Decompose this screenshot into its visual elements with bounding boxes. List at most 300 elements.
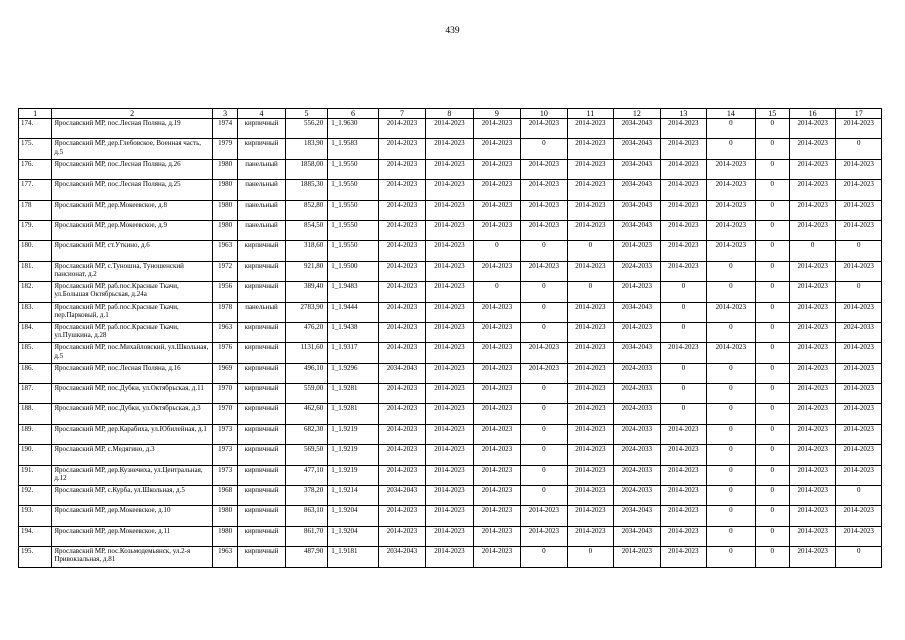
- cell-wall-material: кирпичный: [238, 486, 285, 506]
- cell-period-c17: 0: [836, 241, 882, 261]
- cell-period-c16: 2014-2023: [789, 404, 835, 424]
- cell-period-c10: 0: [521, 139, 567, 159]
- cell-period-c14: 0: [707, 282, 756, 302]
- cell-period-c11: 2014-2023: [567, 180, 613, 200]
- cell-period-c7: 2034-2043: [378, 547, 425, 567]
- cell-period-c14: 0: [707, 526, 756, 546]
- cell-period-c11: 0: [567, 241, 613, 261]
- table-row: [19, 363, 882, 383]
- cell-period-c12: 2034-2043: [614, 159, 660, 179]
- cell-address: Ярославский МР, раб.пос.Красные Ткачи, пер.Парковый, д.1: [52, 302, 213, 322]
- cell-period-c11: 2014-2023: [567, 343, 613, 363]
- cell-wall-material: кирпичный: [238, 322, 285, 342]
- cell-period-c15: 0: [755, 241, 789, 261]
- cell-period-c15: 0: [755, 445, 789, 465]
- cell-priority-index: 1_1.9444: [328, 302, 379, 322]
- cell-priority-index: 1_1.9583: [328, 139, 379, 159]
- cell-period-c15: 0: [755, 465, 789, 485]
- cell-period-c13: 0: [660, 404, 706, 424]
- cell-period-c7: 2014-2023: [378, 404, 425, 424]
- cell-period-c17: 2014-2023: [836, 404, 882, 424]
- cell-period-c9: 2014-2023: [473, 220, 520, 240]
- cell-period-c17: 2014-2023: [836, 220, 882, 240]
- cell-period-c15: 0: [755, 547, 789, 567]
- cell-period-c17: 2014-2023: [836, 384, 882, 404]
- cell-period-c15: 0: [755, 384, 789, 404]
- cell-period-c12: 2034-2043: [614, 139, 660, 159]
- cell-period-c15: 0: [755, 302, 789, 322]
- cell-period-c11: 0: [567, 547, 613, 567]
- cell-address: Ярославский МР, дер.Кузнечиха, ул.Центральная, д.12: [52, 465, 213, 485]
- cell-area: 1858,00: [285, 159, 327, 179]
- cell-period-c17: 2014-2023: [836, 343, 882, 363]
- table-row: [19, 547, 882, 567]
- table-row: [19, 506, 882, 526]
- column-header-4: 4: [238, 109, 285, 119]
- cell-wall-material: кирпичный: [238, 119, 285, 139]
- cell-period-c15: 0: [755, 506, 789, 526]
- cell-address: Ярославский МР, дер.Мокеевское, д.10: [52, 506, 213, 526]
- cell-period-c15: 0: [755, 220, 789, 240]
- cell-area: 852,80: [285, 200, 327, 220]
- cell-year-built: 1978: [213, 302, 238, 322]
- cell-area: 318,60: [285, 241, 327, 261]
- cell-period-c8: 2014-2023: [426, 322, 473, 342]
- cell-period-c11: 2014-2023: [567, 302, 613, 322]
- cell-period-c17: 2014-2023: [836, 261, 882, 281]
- cell-period-c8: 2014-2023: [426, 506, 473, 526]
- cell-period-c10: 2014-2023: [521, 119, 567, 139]
- cell-period-c14: 0: [707, 465, 756, 485]
- cell-period-c10: 0: [521, 486, 567, 506]
- cell-row-number: 179.: [19, 220, 52, 240]
- cell-priority-index: 1_1.9296: [328, 363, 379, 383]
- cell-area: 1885,30: [285, 180, 327, 200]
- cell-period-c14: 0: [707, 445, 756, 465]
- cell-period-c12: 2014-2023: [614, 282, 660, 302]
- cell-period-c12: 2034-2043: [614, 506, 660, 526]
- cell-period-c7: 2014-2023: [378, 445, 425, 465]
- cell-period-c9: 2014-2023: [473, 343, 520, 363]
- table-row: [19, 445, 882, 465]
- cell-period-c11: 2014-2023: [567, 139, 613, 159]
- cell-area: 556,20: [285, 119, 327, 139]
- cell-period-c16: 2014-2023: [789, 465, 835, 485]
- table-row: [19, 322, 882, 342]
- page-number: 439: [445, 26, 460, 36]
- cell-row-number: 176.: [19, 159, 52, 179]
- table-row: [19, 486, 882, 506]
- cell-period-c9: 2014-2023: [473, 322, 520, 342]
- cell-period-c16: 2014-2023: [789, 343, 835, 363]
- cell-address: Ярославский МР, ст.Уткино, д.6: [52, 241, 213, 261]
- column-header-16: 16: [789, 109, 835, 119]
- cell-priority-index: 1_1.9219: [328, 424, 379, 444]
- cell-period-c9: 0: [473, 241, 520, 261]
- cell-wall-material: кирпичный: [238, 547, 285, 567]
- cell-period-c16: 0: [789, 241, 835, 261]
- cell-period-c8: 2014-2023: [426, 159, 473, 179]
- cell-period-c10: 0: [521, 282, 567, 302]
- cell-period-c11: 2014-2023: [567, 506, 613, 526]
- cell-period-c10: 2014-2023: [521, 343, 567, 363]
- cell-priority-index: 1_1.9204: [328, 526, 379, 546]
- column-header-8: 8: [426, 109, 473, 119]
- cell-period-c15: 0: [755, 486, 789, 506]
- cell-period-c10: 2014-2023: [521, 180, 567, 200]
- cell-period-c9: 2014-2023: [473, 424, 520, 444]
- cell-period-c11: 2014-2023: [567, 220, 613, 240]
- cell-period-c14: 0: [707, 486, 756, 506]
- cell-area: 476,20: [285, 322, 327, 342]
- cell-period-c7: 2014-2023: [378, 241, 425, 261]
- cell-period-c14: 0: [707, 139, 756, 159]
- cell-period-c12: 2024-2033: [614, 384, 660, 404]
- table-row: [19, 241, 882, 261]
- cell-period-c14: 0: [707, 424, 756, 444]
- cell-period-c14: 0: [707, 119, 756, 139]
- cell-wall-material: кирпичный: [238, 139, 285, 159]
- column-header-2: 2: [52, 109, 213, 119]
- cell-period-c15: 0: [755, 159, 789, 179]
- cell-period-c13: 2014-2023: [660, 200, 706, 220]
- table-row: [19, 119, 882, 139]
- cell-period-c12: 2014-2023: [614, 547, 660, 567]
- cell-period-c8: 2014-2023: [426, 343, 473, 363]
- cell-period-c11: 2014-2023: [567, 404, 613, 424]
- cell-period-c11: 2014-2023: [567, 384, 613, 404]
- cell-period-c8: 2014-2023: [426, 180, 473, 200]
- cell-address: Ярославский МР, раб.пос.Красные Ткачи, ул.Пушкина, д.28: [52, 322, 213, 342]
- cell-period-c7: 2014-2023: [378, 119, 425, 139]
- cell-period-c14: 0: [707, 547, 756, 567]
- cell-row-number: 192.: [19, 486, 52, 506]
- column-header-9: 9: [473, 109, 520, 119]
- cell-period-c17: 2014-2023: [836, 506, 882, 526]
- cell-period-c15: 0: [755, 424, 789, 444]
- cell-period-c13: 2014-2023: [660, 486, 706, 506]
- cell-period-c15: 0: [755, 322, 789, 342]
- cell-period-c8: 2014-2023: [426, 424, 473, 444]
- cell-row-number: 186.: [19, 363, 52, 383]
- cell-address: Ярославский МР, с.Туношна, Туношенский пансионат, д.2: [52, 261, 213, 281]
- cell-period-c16: 2014-2023: [789, 159, 835, 179]
- table-row: [19, 261, 882, 281]
- cell-period-c13: 2014-2023: [660, 220, 706, 240]
- cell-period-c9: 2014-2023: [473, 465, 520, 485]
- cell-period-c9: 2014-2023: [473, 445, 520, 465]
- cell-period-c9: 2014-2023: [473, 384, 520, 404]
- table-row: [19, 343, 882, 363]
- cell-period-c12: 2024-2033: [614, 404, 660, 424]
- cell-period-c11: 2014-2023: [567, 159, 613, 179]
- column-header-13: 13: [660, 109, 706, 119]
- cell-address: Ярославский МР, пос.Дубки, ул.Октябрьская, д.11: [52, 384, 213, 404]
- cell-period-c8: 2014-2023: [426, 200, 473, 220]
- cell-area: 183,90: [285, 139, 327, 159]
- cell-period-c7: 2014-2023: [378, 159, 425, 179]
- cell-period-c12: 2034-2043: [614, 526, 660, 546]
- cell-area: 569,50: [285, 445, 327, 465]
- cell-period-c15: 0: [755, 282, 789, 302]
- cell-year-built: 1980: [213, 159, 238, 179]
- cell-priority-index: 1_1.9550: [328, 200, 379, 220]
- cell-period-c7: 2014-2023: [378, 526, 425, 546]
- cell-period-c11: 2014-2023: [567, 261, 613, 281]
- cell-period-c7: 2014-2023: [378, 302, 425, 322]
- cell-period-c10: 0: [521, 241, 567, 261]
- cell-period-c8: 2014-2023: [426, 445, 473, 465]
- cell-priority-index: 1_1.9483: [328, 282, 379, 302]
- cell-wall-material: кирпичный: [238, 465, 285, 485]
- cell-address: Ярославский МР, пос.Козьмодемьянск, ул.2-я Привокзальная, д.81: [52, 547, 213, 567]
- cell-period-c17: 2014-2023: [836, 200, 882, 220]
- cell-period-c10: 2014-2023: [521, 200, 567, 220]
- cell-period-c10: 2014-2023: [521, 159, 567, 179]
- cell-period-c16: 2014-2023: [789, 180, 835, 200]
- cell-wall-material: кирпичный: [238, 506, 285, 526]
- cell-period-c10: 0: [521, 384, 567, 404]
- cell-priority-index: 1_1.9281: [328, 404, 379, 424]
- cell-period-c8: 2014-2023: [426, 261, 473, 281]
- cell-period-c12: 2034-2043: [614, 220, 660, 240]
- cell-period-c14: 2014-2023: [707, 343, 756, 363]
- cell-period-c13: 2014-2023: [660, 526, 706, 546]
- cell-period-c12: 2024-2033: [614, 445, 660, 465]
- cell-year-built: 1969: [213, 363, 238, 383]
- cell-period-c13: 2014-2023: [660, 119, 706, 139]
- cell-row-number: 178: [19, 200, 52, 220]
- cell-address: Ярославский МР, пос.Дубки, ул.Октябрьская, д.3: [52, 404, 213, 424]
- cell-year-built: 1980: [213, 180, 238, 200]
- cell-period-c9: 2014-2023: [473, 261, 520, 281]
- cell-wall-material: кирпичный: [238, 343, 285, 363]
- cell-period-c8: 2014-2023: [426, 547, 473, 567]
- cell-row-number: 181.: [19, 261, 52, 281]
- cell-area: 682,30: [285, 424, 327, 444]
- cell-address: Ярославский МР, пос.Лесная Поляна, д.16: [52, 363, 213, 383]
- cell-period-c11: 2014-2023: [567, 445, 613, 465]
- cell-wall-material: кирпичный: [238, 363, 285, 383]
- cell-year-built: 1980: [213, 220, 238, 240]
- cell-row-number: 177.: [19, 180, 52, 200]
- cell-address: Ярославский МР, с.Медягино, д.3: [52, 445, 213, 465]
- cell-period-c17: 2014-2023: [836, 180, 882, 200]
- cell-row-number: 190.: [19, 445, 52, 465]
- cell-period-c16: 2014-2023: [789, 139, 835, 159]
- cell-period-c14: 2014-2023: [707, 180, 756, 200]
- cell-year-built: 1963: [213, 241, 238, 261]
- cell-period-c15: 0: [755, 261, 789, 281]
- cell-period-c13: 2014-2023: [660, 506, 706, 526]
- cell-priority-index: 1_1.9317: [328, 343, 379, 363]
- cell-period-c8: 2014-2023: [426, 119, 473, 139]
- cell-period-c16: 2014-2023: [789, 220, 835, 240]
- cell-year-built: 1968: [213, 486, 238, 506]
- table-row: [19, 526, 882, 546]
- cell-period-c13: 2014-2023: [660, 261, 706, 281]
- cell-period-c7: 2014-2023: [378, 139, 425, 159]
- cell-year-built: 1963: [213, 322, 238, 342]
- cell-period-c10: 2014-2023: [521, 526, 567, 546]
- cell-address: Ярославский МР, пос.Лесная Поляна, д.25: [52, 180, 213, 200]
- cell-period-c14: 2014-2023: [707, 302, 756, 322]
- cell-year-built: 1956: [213, 282, 238, 302]
- cell-period-c11: 2014-2023: [567, 119, 613, 139]
- cell-period-c17: 2014-2023: [836, 526, 882, 546]
- cell-period-c12: 2034-2043: [614, 343, 660, 363]
- cell-row-number: 193.: [19, 506, 52, 526]
- cell-period-c12: 2024-2033: [614, 424, 660, 444]
- cell-period-c17: 2024-2033: [836, 322, 882, 342]
- cell-address: Ярославский МР, раб.пос.Красные Ткачи, ул.Большая Октябрьская, д.24а: [52, 282, 213, 302]
- cell-period-c9: 0: [473, 282, 520, 302]
- table-body: [19, 119, 882, 568]
- table-row: [19, 465, 882, 485]
- cell-wall-material: кирпичный: [238, 445, 285, 465]
- cell-period-c16: 2014-2023: [789, 119, 835, 139]
- cell-period-c9: 2014-2023: [473, 363, 520, 383]
- cell-wall-material: кирпичный: [238, 261, 285, 281]
- cell-row-number: 194.: [19, 526, 52, 546]
- cell-period-c10: 0: [521, 302, 567, 322]
- column-header-7: 7: [378, 109, 425, 119]
- cell-period-c13: 2014-2023: [660, 445, 706, 465]
- cell-period-c13: 0: [660, 302, 706, 322]
- cell-period-c7: 2014-2023: [378, 282, 425, 302]
- cell-year-built: 1973: [213, 445, 238, 465]
- column-header-17: 17: [836, 109, 882, 119]
- cell-period-c16: 2014-2023: [789, 445, 835, 465]
- column-header-11: 11: [567, 109, 613, 119]
- cell-area: 863,10: [285, 506, 327, 526]
- table-row: [19, 384, 882, 404]
- cell-period-c9: 2014-2023: [473, 180, 520, 200]
- cell-address: Ярославский МР, дер.Глебовское, Военная часть, д.5: [52, 139, 213, 159]
- cell-period-c16: 2014-2023: [789, 526, 835, 546]
- table-row: [19, 404, 882, 424]
- cell-area: 559,00: [285, 384, 327, 404]
- cell-year-built: 1974: [213, 119, 238, 139]
- cell-period-c8: 2014-2023: [426, 139, 473, 159]
- cell-row-number: 184.: [19, 322, 52, 342]
- cell-period-c7: 2014-2023: [378, 384, 425, 404]
- cell-period-c13: 2014-2023: [660, 424, 706, 444]
- cell-address: Ярославский МР, пос.Лесная Поляна, д.19: [52, 119, 213, 139]
- cell-period-c8: 2014-2023: [426, 526, 473, 546]
- housing-registry-table: [18, 108, 882, 568]
- cell-period-c16: 2014-2023: [789, 363, 835, 383]
- cell-area: 378,20: [285, 486, 327, 506]
- header-row: [19, 109, 882, 119]
- cell-period-c8: 2014-2023: [426, 220, 473, 240]
- cell-period-c10: 0: [521, 404, 567, 424]
- cell-period-c14: 0: [707, 363, 756, 383]
- column-header-1: 1: [19, 109, 52, 119]
- cell-row-number: 195.: [19, 547, 52, 567]
- cell-area: 477,10: [285, 465, 327, 485]
- cell-period-c13: 0: [660, 282, 706, 302]
- cell-period-c17: 0: [836, 139, 882, 159]
- cell-address: Ярославский МР, пос.Михайловский, ул.Школьная, д.5: [52, 343, 213, 363]
- cell-year-built: 1973: [213, 424, 238, 444]
- cell-period-c11: 2014-2023: [567, 322, 613, 342]
- cell-period-c13: 2014-2023: [660, 465, 706, 485]
- cell-year-built: 1970: [213, 404, 238, 424]
- cell-period-c15: 0: [755, 343, 789, 363]
- cell-year-built: 1970: [213, 384, 238, 404]
- cell-year-built: 1980: [213, 200, 238, 220]
- cell-period-c7: 2014-2023: [378, 322, 425, 342]
- cell-period-c7: 2034-2043: [378, 486, 425, 506]
- cell-period-c14: 2014-2023: [707, 159, 756, 179]
- cell-period-c13: 0: [660, 363, 706, 383]
- cell-period-c16: 2014-2023: [789, 282, 835, 302]
- cell-period-c9: 2014-2023: [473, 404, 520, 424]
- cell-period-c9: 2014-2023: [473, 506, 520, 526]
- cell-period-c15: 0: [755, 139, 789, 159]
- cell-period-c9: 2014-2023: [473, 200, 520, 220]
- cell-row-number: 188.: [19, 404, 52, 424]
- cell-priority-index: 1_1.9181: [328, 547, 379, 567]
- column-header-5: 5: [285, 109, 327, 119]
- cell-period-c12: 2014-2023: [614, 241, 660, 261]
- cell-period-c7: 2014-2023: [378, 465, 425, 485]
- column-header-14: 14: [707, 109, 756, 119]
- cell-period-c10: 0: [521, 465, 567, 485]
- table-row: [19, 220, 882, 240]
- cell-period-c9: 2014-2023: [473, 547, 520, 567]
- cell-priority-index: 1_1.9219: [328, 445, 379, 465]
- cell-period-c14: 2014-2023: [707, 200, 756, 220]
- cell-period-c10: 0: [521, 547, 567, 567]
- table-row: [19, 180, 882, 200]
- cell-row-number: 180.: [19, 241, 52, 261]
- cell-period-c9: 2014-2023: [473, 139, 520, 159]
- cell-period-c9: 2014-2023: [473, 302, 520, 322]
- cell-period-c11: 0: [567, 282, 613, 302]
- cell-area: 496,10: [285, 363, 327, 383]
- cell-area: 861,70: [285, 526, 327, 546]
- cell-priority-index: 1_1.9214: [328, 486, 379, 506]
- table-row: [19, 302, 882, 322]
- cell-period-c16: 2014-2023: [789, 424, 835, 444]
- cell-area: 389,40: [285, 282, 327, 302]
- cell-period-c14: 0: [707, 384, 756, 404]
- cell-period-c17: 2014-2023: [836, 465, 882, 485]
- cell-period-c10: 2014-2023: [521, 363, 567, 383]
- cell-period-c15: 0: [755, 404, 789, 424]
- cell-wall-material: панельный: [238, 159, 285, 179]
- cell-wall-material: панельный: [238, 200, 285, 220]
- cell-area: 854,50: [285, 220, 327, 240]
- cell-period-c14: 0: [707, 404, 756, 424]
- cell-priority-index: 1_1.9550: [328, 180, 379, 200]
- cell-period-c13: 0: [660, 384, 706, 404]
- cell-period-c17: 2014-2023: [836, 302, 882, 322]
- cell-priority-index: 1_1.9438: [328, 322, 379, 342]
- cell-priority-index: 1_1.9281: [328, 384, 379, 404]
- cell-address: Ярославский МР, дер.Мокеевское, д.11: [52, 526, 213, 546]
- cell-priority-index: 1_1.9204: [328, 506, 379, 526]
- cell-row-number: 191.: [19, 465, 52, 485]
- cell-period-c16: 2014-2023: [789, 322, 835, 342]
- cell-area: 462,60: [285, 404, 327, 424]
- cell-period-c8: 2014-2023: [426, 241, 473, 261]
- cell-period-c17: 2014-2023: [836, 119, 882, 139]
- cell-period-c14: 0: [707, 506, 756, 526]
- column-header-10: 10: [521, 109, 567, 119]
